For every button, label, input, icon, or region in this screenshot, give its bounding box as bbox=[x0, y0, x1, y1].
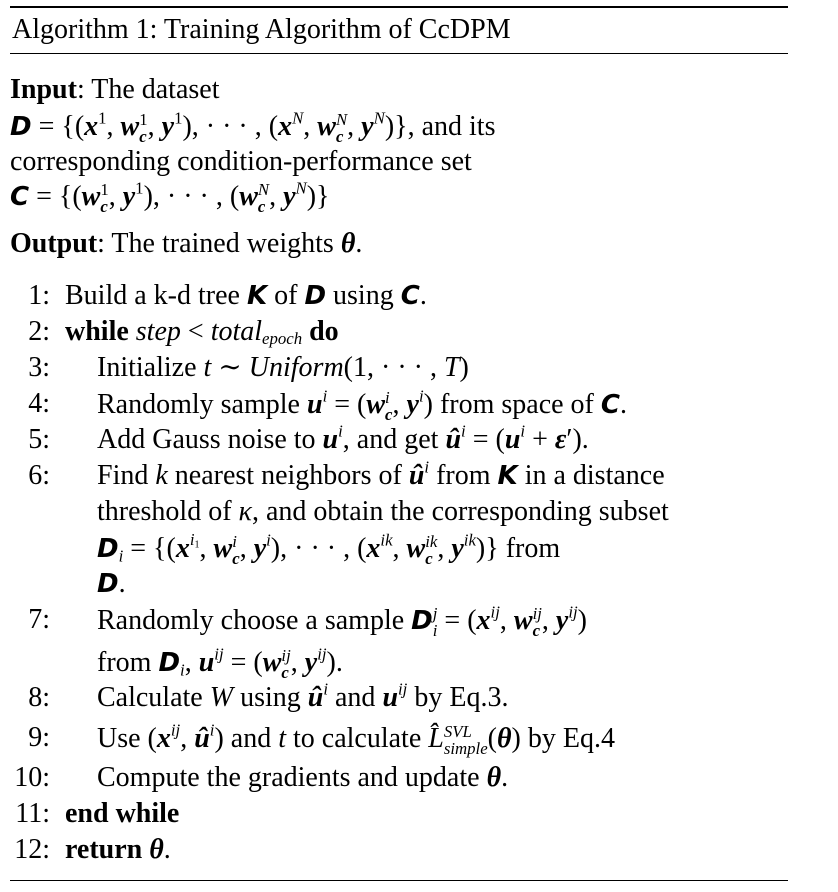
keyword-return: return bbox=[65, 834, 143, 865]
condition-set-formula: C = {(w 1 c , $y^1$), · · · , (w N c , $y^N$)} bbox=[10, 178, 330, 216]
input-label: Input bbox=[10, 74, 77, 105]
step-7-line-1: Randomly choose a sample D j i = ($x^{ij}$, w ij c , $y^{ij}$) bbox=[97, 602, 587, 640]
step-6-line-1: Find k nearest neighbors of $û^i$ from K in a distance bbox=[97, 457, 665, 491]
step-1: Build a k-d tree K of D using C. bbox=[65, 280, 427, 311]
step-12: return θ. bbox=[65, 834, 171, 865]
title-rule bbox=[10, 53, 788, 54]
step-5: Add Gauss noise to $u^i$, and get $û^i = (u^i + \varepsilon')$. bbox=[97, 421, 589, 455]
step-9: Use ($x^{ij}$, $û^i$) and t to calculate L̂ SVL simple (θ) by Eq.4 bbox=[97, 720, 615, 758]
step-4: Randomly sample $u^i = (w$ i c , $y^i$) from space of C. bbox=[97, 386, 627, 424]
step-number: 3: bbox=[28, 352, 50, 383]
step-number: 6: bbox=[28, 460, 50, 491]
step-7-line-2: from $D_i$, $u^{ij} = (w$ ij c , $y^{ij}$). bbox=[97, 644, 343, 682]
step-number: 12: bbox=[14, 834, 50, 865]
keyword-end-while: end while bbox=[65, 798, 180, 829]
step-10: Compute the gradients and update θ. bbox=[97, 762, 509, 793]
step-number: 2: bbox=[28, 316, 50, 347]
step-number: 10: bbox=[14, 762, 50, 793]
output-label: Output bbox=[10, 228, 98, 259]
output-line: Output: The trained weights θ. bbox=[10, 228, 363, 259]
step-11 bbox=[65, 800, 179, 828]
top-rule bbox=[10, 6, 788, 8]
input-text-1: : The dataset bbox=[76, 74, 220, 105]
input-line-2: corresponding condition-performance set bbox=[10, 146, 472, 177]
step-number: 8: bbox=[28, 682, 50, 713]
input-and-its: , and its bbox=[407, 111, 496, 143]
output-text: : The trained weights bbox=[97, 228, 341, 259]
step-number: 7: bbox=[28, 604, 50, 635]
keyword-while: while bbox=[65, 316, 129, 347]
step-3: Initialize t ∼ Uniform(1, · · · , T) bbox=[97, 352, 469, 383]
step-number: 4: bbox=[28, 388, 50, 419]
input-line-1 bbox=[10, 76, 219, 104]
step-6-line-4: D. bbox=[97, 568, 126, 599]
step-number: 11: bbox=[15, 798, 50, 829]
step-number: 5: bbox=[28, 424, 50, 455]
dataset-formula: $D = \{(x^1$, w 1 c , $y^1$), · · · , ($x^N$, w N c , $y^N$)}, and its bbox=[10, 108, 496, 146]
step-8: Calculate W using $û^i$ and $u^{ij}$ by Eq.3. bbox=[97, 679, 509, 713]
bottom-rule bbox=[10, 880, 788, 881]
keyword-do: do bbox=[309, 316, 339, 347]
step-6-line-3: $D_i = \{(x^{i_1}$, w i c , $y^i$), · · · , ($x^{ik}$, w ik c , $y^{ik}$)} from bbox=[97, 530, 561, 568]
step-number: 9: bbox=[28, 722, 50, 753]
step-6-line-2: threshold of κ, and obtain the corresponding subset bbox=[97, 496, 669, 527]
algorithm-title: Algorithm 1: Training Algorithm of CcDPM bbox=[12, 14, 511, 45]
step-number: 1: bbox=[28, 280, 50, 311]
step-2: while step < total$_{epoch}$ do bbox=[65, 316, 339, 349]
